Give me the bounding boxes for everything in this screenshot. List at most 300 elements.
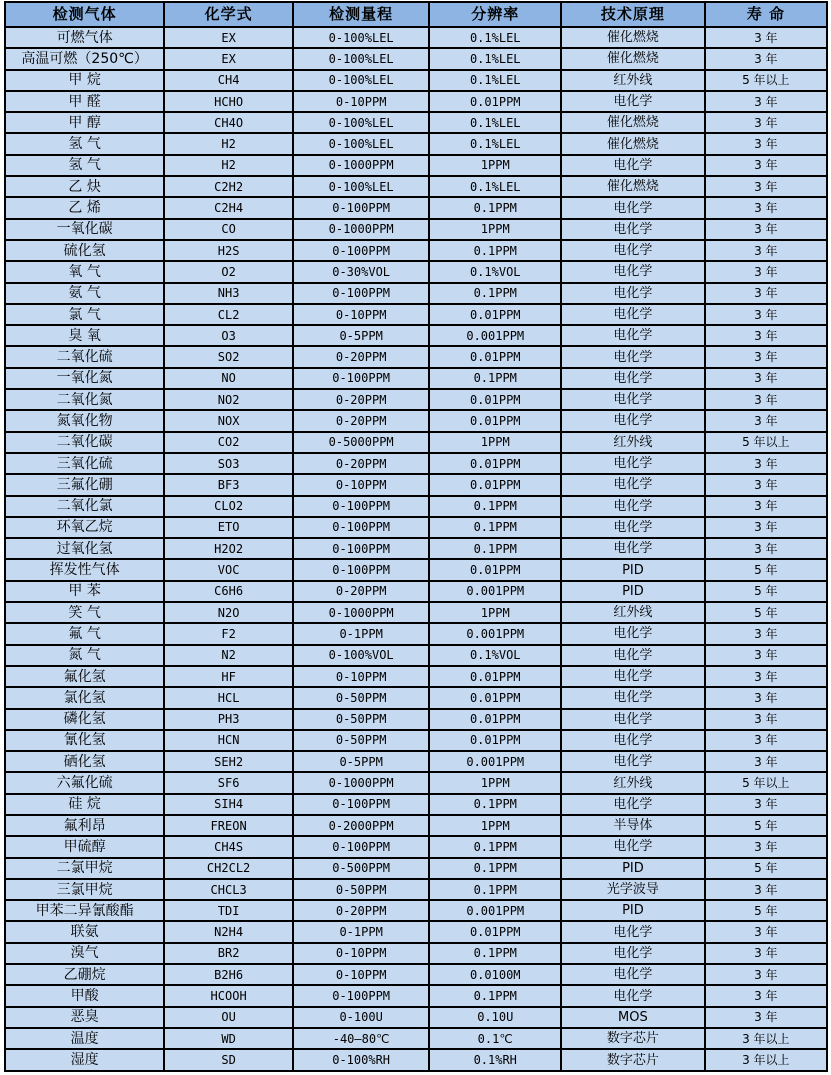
cell-detection-range: 0-100%LEL — [293, 112, 429, 133]
cell-detection-range: 0-100PPM — [293, 559, 429, 580]
cell-chemical-formula: CH4 — [164, 70, 293, 91]
cell-gas-name: 恶臭 — [5, 1007, 164, 1028]
table-row — [5, 730, 827, 751]
cell-gas-name: 硅 烷 — [5, 794, 164, 815]
cell-lifespan: 3 年 — [705, 709, 827, 730]
table-row — [5, 794, 827, 815]
cell-resolution: 0.1%LEL — [429, 133, 561, 154]
table-row — [5, 496, 827, 517]
cell-detection-range: 0-50PPM — [293, 730, 429, 751]
cell-lifespan: 3 年 — [705, 219, 827, 240]
table-row — [5, 48, 827, 69]
cell-tech-principle: 红外线 — [561, 432, 705, 453]
cell-tech-principle: 光学波导 — [561, 879, 705, 900]
cell-gas-name: 氢 气 — [5, 155, 164, 176]
cell-gas-name: 磷化氢 — [5, 709, 164, 730]
cell-lifespan: 5 年以上 — [705, 70, 827, 91]
cell-tech-principle: 电化学 — [561, 687, 705, 708]
cell-gas-name: 二氧化硫 — [5, 346, 164, 367]
cell-chemical-formula: TDI — [164, 900, 293, 921]
cell-gas-name: 臭 氧 — [5, 325, 164, 346]
cell-lifespan: 3 年 — [705, 730, 827, 751]
table-row — [5, 581, 827, 602]
cell-resolution: 0.1PPM — [429, 836, 561, 857]
column-header-5: 寿 命 — [705, 2, 827, 27]
column-header-1: 化学式 — [164, 2, 293, 27]
cell-gas-name: 乙硼烷 — [5, 964, 164, 985]
cell-gas-name: 笑 气 — [5, 602, 164, 623]
cell-lifespan: 3 年以上 — [705, 1049, 827, 1071]
cell-resolution: 0.1%LEL — [429, 176, 561, 197]
cell-gas-name: 乙 烯 — [5, 197, 164, 218]
cell-gas-name: 氟化氢 — [5, 666, 164, 687]
cell-detection-range: 0-2000PPM — [293, 815, 429, 836]
table-row — [5, 985, 827, 1006]
cell-chemical-formula: HCOOH — [164, 985, 293, 1006]
cell-detection-range: 0-20PPM — [293, 410, 429, 431]
cell-detection-range: 0-1000PPM — [293, 602, 429, 623]
cell-resolution: 0.01PPM — [429, 921, 561, 942]
cell-chemical-formula: CL2 — [164, 304, 293, 325]
cell-lifespan: 5 年以上 — [705, 432, 827, 453]
cell-tech-principle: 电化学 — [561, 155, 705, 176]
cell-tech-principle: 电化学 — [561, 751, 705, 772]
cell-detection-range: 0-100PPM — [293, 368, 429, 389]
cell-gas-name: 三氧化硫 — [5, 453, 164, 474]
cell-chemical-formula: HCHO — [164, 91, 293, 112]
cell-detection-range: 0-50PPM — [293, 709, 429, 730]
table-row — [5, 538, 827, 559]
cell-resolution: 0.01PPM — [429, 346, 561, 367]
cell-lifespan: 5 年 — [705, 858, 827, 879]
cell-tech-principle: 电化学 — [561, 666, 705, 687]
table-row — [5, 368, 827, 389]
cell-chemical-formula: NO2 — [164, 389, 293, 410]
cell-detection-range: 0-20PPM — [293, 581, 429, 602]
cell-chemical-formula: CH4O — [164, 112, 293, 133]
cell-chemical-formula: SF6 — [164, 772, 293, 793]
cell-tech-principle: 数字芯片 — [561, 1028, 705, 1049]
cell-chemical-formula: H2S — [164, 240, 293, 261]
cell-lifespan: 3 年 — [705, 496, 827, 517]
cell-detection-range: 0-100%RH — [293, 1049, 429, 1071]
cell-resolution: 1PPM — [429, 219, 561, 240]
cell-chemical-formula: O3 — [164, 325, 293, 346]
cell-lifespan: 3 年 — [705, 453, 827, 474]
table-row — [5, 325, 827, 346]
cell-resolution: 0.01PPM — [429, 91, 561, 112]
cell-resolution: 0.01PPM — [429, 666, 561, 687]
cell-detection-range: 0-100U — [293, 1007, 429, 1028]
cell-tech-principle: 电化学 — [561, 261, 705, 282]
cell-lifespan: 3 年 — [705, 538, 827, 559]
cell-detection-range: 0-100%LEL — [293, 27, 429, 48]
cell-gas-name: 甲 烷 — [5, 70, 164, 91]
cell-gas-name: 氮 气 — [5, 645, 164, 666]
cell-gas-name: 二氧化氮 — [5, 389, 164, 410]
gas-spec-table — [4, 1, 828, 1072]
table-row — [5, 304, 827, 325]
cell-resolution: 0.01PPM — [429, 474, 561, 495]
cell-tech-principle: 催化燃烧 — [561, 176, 705, 197]
cell-lifespan: 3 年 — [705, 1007, 827, 1028]
cell-chemical-formula: CH2CL2 — [164, 858, 293, 879]
cell-resolution: 0.1%VOL — [429, 261, 561, 282]
table-row — [5, 432, 827, 453]
cell-lifespan: 3 年 — [705, 133, 827, 154]
cell-gas-name: 氨 气 — [5, 283, 164, 304]
cell-tech-principle: 电化学 — [561, 794, 705, 815]
cell-lifespan: 3 年以上 — [705, 1028, 827, 1049]
cell-lifespan: 3 年 — [705, 687, 827, 708]
cell-tech-principle: 电化学 — [561, 709, 705, 730]
cell-lifespan: 3 年 — [705, 155, 827, 176]
cell-lifespan: 3 年 — [705, 645, 827, 666]
cell-lifespan: 3 年 — [705, 112, 827, 133]
cell-resolution: 0.01PPM — [429, 389, 561, 410]
cell-tech-principle: PID — [561, 581, 705, 602]
table-row — [5, 836, 827, 857]
table-row — [5, 517, 827, 538]
table-row — [5, 602, 827, 623]
table-row — [5, 91, 827, 112]
cell-chemical-formula: O2 — [164, 261, 293, 282]
cell-resolution: 0.1PPM — [429, 283, 561, 304]
table-row — [5, 27, 827, 48]
cell-tech-principle: 电化学 — [561, 91, 705, 112]
cell-lifespan: 5 年 — [705, 900, 827, 921]
cell-chemical-formula: CH4S — [164, 836, 293, 857]
cell-detection-range: 0-30%VOL — [293, 261, 429, 282]
cell-lifespan: 3 年 — [705, 261, 827, 282]
table-row — [5, 133, 827, 154]
cell-lifespan: 3 年 — [705, 368, 827, 389]
table-row — [5, 410, 827, 431]
cell-detection-range: -40—80℃ — [293, 1028, 429, 1049]
table-row — [5, 709, 827, 730]
cell-lifespan: 3 年 — [705, 197, 827, 218]
cell-lifespan: 3 年 — [705, 836, 827, 857]
cell-tech-principle: 电化学 — [561, 368, 705, 389]
cell-resolution: 0.01PPM — [429, 730, 561, 751]
header-row — [5, 2, 827, 27]
cell-chemical-formula: C2H2 — [164, 176, 293, 197]
cell-gas-name: 环氧乙烷 — [5, 517, 164, 538]
cell-lifespan: 3 年 — [705, 879, 827, 900]
cell-resolution: 0.1PPM — [429, 197, 561, 218]
cell-gas-name: 甲 苯 — [5, 581, 164, 602]
cell-detection-range: 0-100PPM — [293, 794, 429, 815]
cell-tech-principle: 电化学 — [561, 985, 705, 1006]
cell-chemical-formula: SO3 — [164, 453, 293, 474]
cell-resolution: 0.1PPM — [429, 517, 561, 538]
cell-gas-name: 可燃气体 — [5, 27, 164, 48]
cell-tech-principle: 电化学 — [561, 325, 705, 346]
cell-resolution: 0.1PPM — [429, 879, 561, 900]
cell-chemical-formula: BF3 — [164, 474, 293, 495]
cell-detection-range: 0-1PPM — [293, 623, 429, 644]
table-row — [5, 666, 827, 687]
cell-tech-principle: 电化学 — [561, 283, 705, 304]
cell-chemical-formula: N2 — [164, 645, 293, 666]
cell-detection-range: 0-10PPM — [293, 943, 429, 964]
cell-lifespan: 3 年 — [705, 283, 827, 304]
table-row — [5, 964, 827, 985]
cell-gas-name: 溴气 — [5, 943, 164, 964]
table-row — [5, 1049, 827, 1071]
cell-chemical-formula: BR2 — [164, 943, 293, 964]
cell-tech-principle: 红外线 — [561, 772, 705, 793]
cell-lifespan: 5 年 — [705, 815, 827, 836]
cell-detection-range: 0-100%VOL — [293, 645, 429, 666]
table-row — [5, 197, 827, 218]
cell-gas-name: 氯化氢 — [5, 687, 164, 708]
cell-gas-name: 硫化氢 — [5, 240, 164, 261]
cell-detection-range: 0-100PPM — [293, 496, 429, 517]
cell-lifespan: 3 年 — [705, 943, 827, 964]
column-header-2: 检测量程 — [293, 2, 429, 27]
table-row — [5, 70, 827, 91]
cell-gas-name: 硒化氢 — [5, 751, 164, 772]
cell-lifespan: 3 年 — [705, 91, 827, 112]
cell-detection-range: 0-100PPM — [293, 517, 429, 538]
cell-tech-principle: 电化学 — [561, 474, 705, 495]
cell-tech-principle: 电化学 — [561, 517, 705, 538]
cell-lifespan: 3 年 — [705, 985, 827, 1006]
cell-lifespan: 3 年 — [705, 410, 827, 431]
cell-detection-range: 0-10PPM — [293, 91, 429, 112]
table-row — [5, 687, 827, 708]
cell-resolution: 0.1%LEL — [429, 70, 561, 91]
cell-detection-range: 0-1000PPM — [293, 155, 429, 176]
column-header-4: 技术原理 — [561, 2, 705, 27]
cell-chemical-formula: PH3 — [164, 709, 293, 730]
table-row — [5, 155, 827, 176]
cell-lifespan: 3 年 — [705, 325, 827, 346]
table-row — [5, 815, 827, 836]
cell-resolution: 0.1%LEL — [429, 112, 561, 133]
cell-resolution: 1PPM — [429, 772, 561, 793]
table-row — [5, 346, 827, 367]
cell-chemical-formula: HCN — [164, 730, 293, 751]
cell-lifespan: 3 年 — [705, 240, 827, 261]
cell-lifespan: 3 年 — [705, 751, 827, 772]
cell-detection-range: 0-5PPM — [293, 325, 429, 346]
cell-gas-name: 六氟化硫 — [5, 772, 164, 793]
cell-gas-name: 过氧化氢 — [5, 538, 164, 559]
cell-chemical-formula: F2 — [164, 623, 293, 644]
cell-detection-range: 0-5PPM — [293, 751, 429, 772]
cell-resolution: 1PPM — [429, 815, 561, 836]
table-row — [5, 389, 827, 410]
cell-tech-principle: 数字芯片 — [561, 1049, 705, 1071]
cell-lifespan: 5 年以上 — [705, 772, 827, 793]
cell-chemical-formula: NO — [164, 368, 293, 389]
cell-tech-principle: PID — [561, 900, 705, 921]
table-row — [5, 900, 827, 921]
cell-detection-range: 0-100PPM — [293, 283, 429, 304]
cell-gas-name: 挥发性气体 — [5, 559, 164, 580]
cell-lifespan: 3 年 — [705, 389, 827, 410]
cell-detection-range: 0-100PPM — [293, 836, 429, 857]
cell-chemical-formula: CLO2 — [164, 496, 293, 517]
cell-tech-principle: 电化学 — [561, 943, 705, 964]
cell-resolution: 0.001PPM — [429, 623, 561, 644]
cell-detection-range: 0-100PPM — [293, 538, 429, 559]
cell-detection-range: 0-100%LEL — [293, 48, 429, 69]
cell-lifespan: 5 年 — [705, 559, 827, 580]
table-row — [5, 879, 827, 900]
cell-resolution: 0.1PPM — [429, 943, 561, 964]
cell-lifespan: 3 年 — [705, 623, 827, 644]
cell-resolution: 0.1PPM — [429, 794, 561, 815]
cell-tech-principle: 电化学 — [561, 197, 705, 218]
cell-resolution: 1PPM — [429, 602, 561, 623]
cell-tech-principle: 电化学 — [561, 496, 705, 517]
cell-resolution: 1PPM — [429, 432, 561, 453]
cell-gas-name: 氮氧化物 — [5, 410, 164, 431]
cell-lifespan: 5 年 — [705, 602, 827, 623]
cell-resolution: 0.01PPM — [429, 559, 561, 580]
cell-tech-principle: 电化学 — [561, 410, 705, 431]
cell-lifespan: 3 年 — [705, 794, 827, 815]
cell-chemical-formula: H2 — [164, 155, 293, 176]
table-row — [5, 283, 827, 304]
cell-gas-name: 联氨 — [5, 921, 164, 942]
cell-gas-name: 二氧化氯 — [5, 496, 164, 517]
cell-tech-principle: 催化燃烧 — [561, 27, 705, 48]
cell-chemical-formula: N2H4 — [164, 921, 293, 942]
column-header-3: 分辨率 — [429, 2, 561, 27]
cell-tech-principle: 红外线 — [561, 602, 705, 623]
cell-gas-name: 甲硫醇 — [5, 836, 164, 857]
cell-gas-name: 甲苯二异氰酸酯 — [5, 900, 164, 921]
cell-detection-range: 0-20PPM — [293, 389, 429, 410]
cell-detection-range: 0-10PPM — [293, 474, 429, 495]
cell-lifespan: 3 年 — [705, 921, 827, 942]
cell-chemical-formula: NH3 — [164, 283, 293, 304]
cell-resolution: 0.01PPM — [429, 687, 561, 708]
cell-resolution: 0.10U — [429, 1007, 561, 1028]
cell-tech-principle: 红外线 — [561, 70, 705, 91]
cell-gas-name: 湿度 — [5, 1049, 164, 1071]
cell-lifespan: 5 年 — [705, 581, 827, 602]
cell-gas-name: 一氧化氮 — [5, 368, 164, 389]
cell-tech-principle: 半导体 — [561, 815, 705, 836]
cell-detection-range: 0-100PPM — [293, 240, 429, 261]
cell-gas-name: 二氯甲烷 — [5, 858, 164, 879]
cell-resolution: 0.1PPM — [429, 368, 561, 389]
cell-tech-principle: 催化燃烧 — [561, 48, 705, 69]
cell-tech-principle: PID — [561, 858, 705, 879]
cell-detection-range: 0-5000PPM — [293, 432, 429, 453]
cell-chemical-formula: VOC — [164, 559, 293, 580]
table-row — [5, 623, 827, 644]
cell-gas-name: 甲酸 — [5, 985, 164, 1006]
table-row — [5, 772, 827, 793]
cell-tech-principle: 电化学 — [561, 964, 705, 985]
cell-chemical-formula: C6H6 — [164, 581, 293, 602]
table-row — [5, 453, 827, 474]
column-header-0: 检测气体 — [5, 2, 164, 27]
cell-detection-range: 0-50PPM — [293, 879, 429, 900]
cell-tech-principle: 电化学 — [561, 219, 705, 240]
table-row — [5, 112, 827, 133]
cell-gas-name: 氰化氢 — [5, 730, 164, 751]
cell-chemical-formula: HF — [164, 666, 293, 687]
cell-chemical-formula: HCL — [164, 687, 293, 708]
table-row — [5, 219, 827, 240]
cell-gas-name: 二氧化碳 — [5, 432, 164, 453]
table-row — [5, 261, 827, 282]
cell-tech-principle: 催化燃烧 — [561, 133, 705, 154]
table-body — [5, 27, 827, 1071]
table-row — [5, 751, 827, 772]
cell-lifespan: 3 年 — [705, 964, 827, 985]
cell-tech-principle: 电化学 — [561, 346, 705, 367]
table-row — [5, 921, 827, 942]
cell-chemical-formula: H2O2 — [164, 538, 293, 559]
cell-gas-name: 温度 — [5, 1028, 164, 1049]
table-row — [5, 858, 827, 879]
cell-lifespan: 3 年 — [705, 48, 827, 69]
cell-resolution: 0.01PPM — [429, 453, 561, 474]
cell-chemical-formula: SEH2 — [164, 751, 293, 772]
cell-lifespan: 3 年 — [705, 304, 827, 325]
cell-gas-name: 三氯甲烷 — [5, 879, 164, 900]
cell-gas-name: 一氧化碳 — [5, 219, 164, 240]
cell-lifespan: 3 年 — [705, 176, 827, 197]
table-row — [5, 176, 827, 197]
cell-gas-name: 氟 气 — [5, 623, 164, 644]
cell-resolution: 0.1%RH — [429, 1049, 561, 1071]
cell-tech-principle: 电化学 — [561, 730, 705, 751]
cell-chemical-formula: WD — [164, 1028, 293, 1049]
cell-resolution: 0.1PPM — [429, 496, 561, 517]
cell-detection-range: 0-1000PPM — [293, 772, 429, 793]
cell-lifespan: 3 年 — [705, 666, 827, 687]
cell-chemical-formula: FREON — [164, 815, 293, 836]
cell-chemical-formula: ETO — [164, 517, 293, 538]
table-row — [5, 1028, 827, 1049]
cell-tech-principle: 电化学 — [561, 240, 705, 261]
cell-chemical-formula: B2H6 — [164, 964, 293, 985]
table-row — [5, 559, 827, 580]
cell-detection-range: 0-500PPM — [293, 858, 429, 879]
cell-detection-range: 0-100%LEL — [293, 176, 429, 197]
cell-detection-range: 0-50PPM — [293, 687, 429, 708]
cell-resolution: 0.1PPM — [429, 240, 561, 261]
cell-resolution: 0.001PPM — [429, 581, 561, 602]
cell-gas-name: 氟利昂 — [5, 815, 164, 836]
cell-gas-name: 乙 炔 — [5, 176, 164, 197]
cell-chemical-formula: CO — [164, 219, 293, 240]
cell-chemical-formula: SD — [164, 1049, 293, 1071]
cell-resolution: 0.001PPM — [429, 900, 561, 921]
cell-tech-principle: 电化学 — [561, 921, 705, 942]
cell-detection-range: 0-100PPM — [293, 197, 429, 218]
cell-resolution: 0.1PPM — [429, 985, 561, 1006]
cell-detection-range: 0-10PPM — [293, 964, 429, 985]
cell-chemical-formula: CO2 — [164, 432, 293, 453]
cell-resolution: 0.001PPM — [429, 751, 561, 772]
cell-resolution: 0.1℃ — [429, 1028, 561, 1049]
cell-detection-range: 0-100%LEL — [293, 70, 429, 91]
cell-detection-range: 0-100%LEL — [293, 133, 429, 154]
cell-lifespan: 3 年 — [705, 346, 827, 367]
cell-tech-principle: MOS — [561, 1007, 705, 1028]
cell-detection-range: 0-100PPM — [293, 985, 429, 1006]
